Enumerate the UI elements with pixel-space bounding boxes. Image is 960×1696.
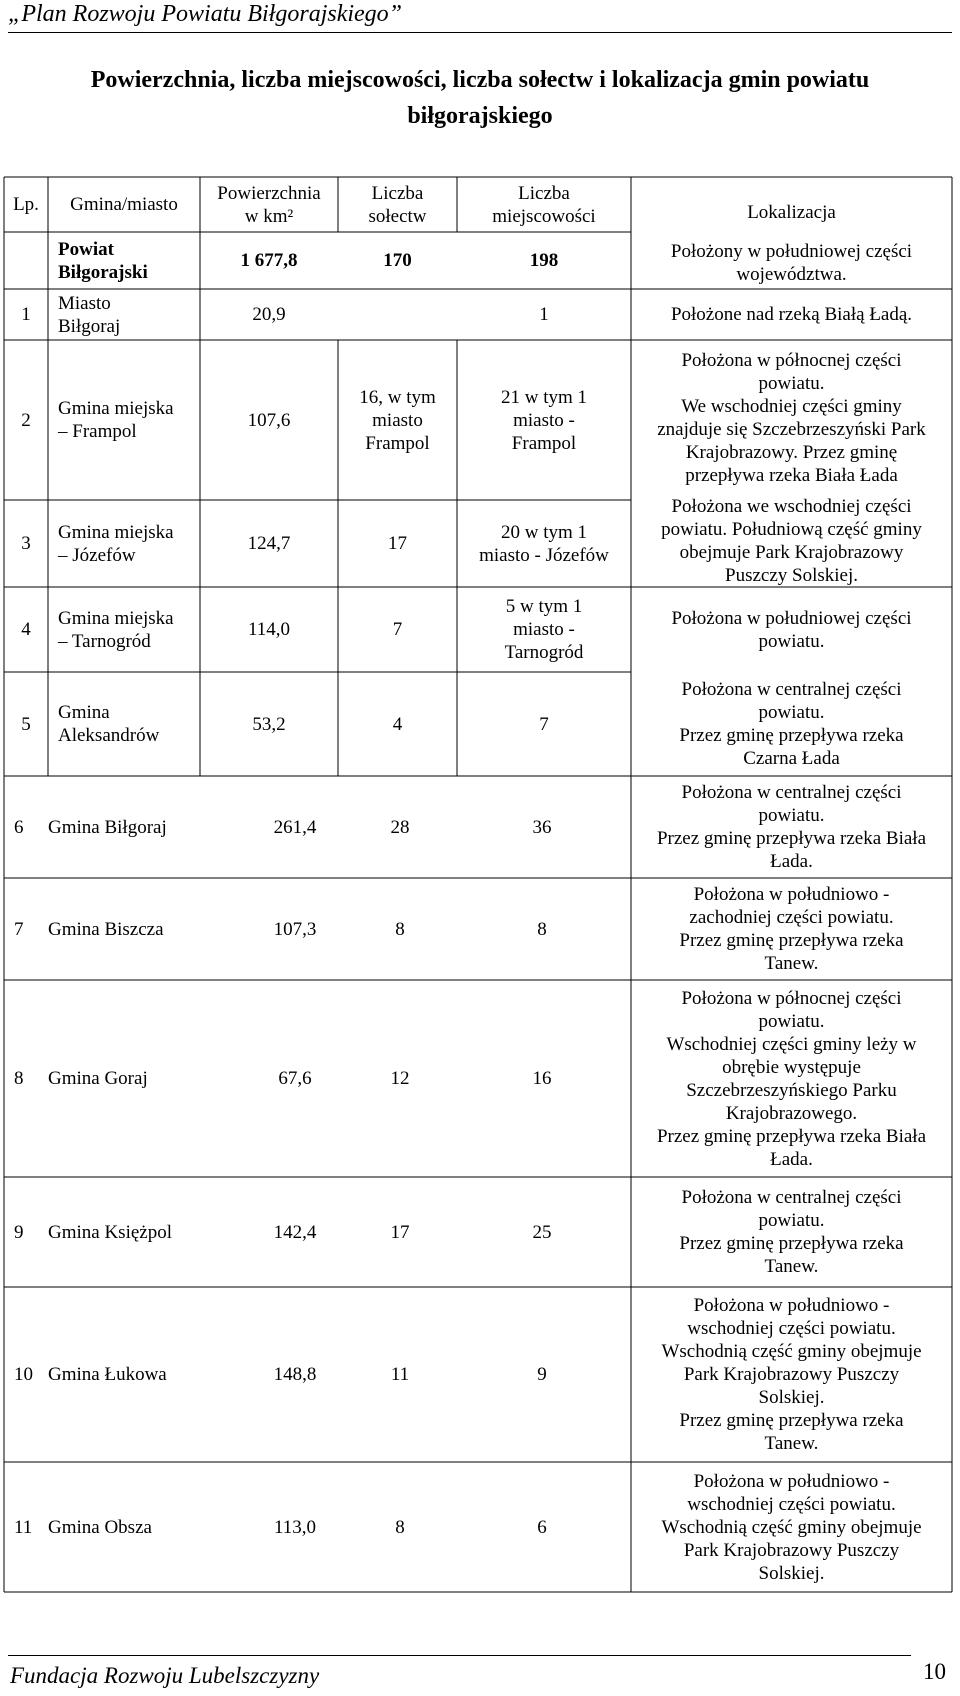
- row-gmina: Miasto Biłgoraj: [58, 292, 121, 337]
- row-lokalizacja: Położona w południowo - wschodniej części powiatu. Wschodnią część gminy obejmuje Park Krajobrazowy Puszczy Solskiej. Przez gminę przepływa rzeka Tanew.: [661, 1295, 922, 1454]
- row-miejscowosci: 20 w tym 1 miasto - Józefów: [479, 521, 609, 566]
- col-header-lokalizacja: Lokalizacja: [747, 201, 836, 223]
- row-lp: 9: [14, 1221, 24, 1243]
- row-solectw: 4: [392, 713, 403, 735]
- row-miejscowosci: 36: [532, 816, 552, 838]
- row-solectw: 8: [395, 1516, 405, 1538]
- row-lp: 1: [21, 304, 31, 325]
- powiat-miejscowosci: 198: [529, 250, 559, 271]
- row-lp: 5: [21, 713, 31, 735]
- row-lokalizacja: Położona w centralnej części powiatu. Przez gminę przepływa rzeka Biała Łada.: [656, 782, 927, 872]
- row-lokalizacja: Położone nad rzeką Białą Ładą.: [670, 304, 913, 325]
- row-solectw: 17: [390, 1221, 410, 1243]
- row-solectw: 28: [390, 816, 410, 838]
- row-miejscowosci: 6: [537, 1516, 547, 1538]
- col-header-miejscowosci: Liczba miejscowości: [492, 182, 596, 227]
- row-lokalizacja: Położona w południowo - wschodniej części powiatu. Wschodnią część gminy obejmuje Park Krajobrazowy Puszczy Solskiej.: [661, 1470, 922, 1584]
- row-powierzchnia: 148,8: [273, 1364, 317, 1385]
- row-gmina: Gmina Obsza: [48, 1516, 152, 1538]
- powiat-name: Powiat Biłgorajski: [58, 238, 148, 283]
- row-powierzchnia: 107,3: [273, 918, 317, 940]
- row-lp: 2: [21, 409, 31, 431]
- col-header-gmina: Gmina/miasto: [70, 194, 178, 215]
- row-miejscowosci: 5 w tym 1 miasto - Tarnogród: [504, 596, 584, 663]
- row-lokalizacja: Położona we wschodniej części powiatu. Południową część gminy obejmuje Park Krajobrazowy Puszczy Solskiej.: [661, 495, 922, 586]
- row-powierzchnia: 107,6: [247, 409, 291, 431]
- row-powierzchnia: 124,7: [247, 533, 291, 554]
- row-solectw: 12: [390, 1068, 410, 1089]
- row-lp: 11: [14, 1516, 33, 1538]
- row-powierzchnia: 53,2: [252, 713, 286, 735]
- row-solectw: [338, 289, 457, 340]
- col-header-solectw: Liczba sołectw: [368, 182, 427, 227]
- row-solectw: 16, w tym miasto Frampol: [359, 386, 436, 454]
- row-lp: 8: [14, 1068, 24, 1089]
- row-gmina: Gmina miejska – Tarnogród: [58, 607, 174, 652]
- row-solectw: 7: [392, 619, 403, 640]
- row-gmina: Gmina Księżpol: [48, 1221, 173, 1243]
- row-lokalizacja: Położona w południowej części powiatu.: [671, 607, 912, 652]
- row-gmina: Gmina Goraj: [48, 1068, 148, 1089]
- row-solectw: 8: [395, 918, 405, 940]
- row-gmina: Gmina Aleksandrów: [58, 702, 160, 746]
- row-lokalizacja: Położona w północnej części powiatu. Wschodniej części gminy leży w obrębie występuje Szczebrzeszyńskiego Parku Krajobrazowego. Przez gminę przepływa rzeka Biała Łada.: [656, 987, 927, 1170]
- row-miejscowosci: 1: [539, 304, 549, 325]
- running-header: „Plan Rozwoju Powiatu Biłgorajskiego”: [8, 0, 952, 33]
- row-gmina: Gmina miejska – Frampol: [58, 398, 174, 442]
- row-lokalizacja: Położona w północnej części powiatu. We wschodniej części gminy znajduje się Szczebrzeszyński Park Krajobrazowy. Przez gminę przepływa rzeka Biała Łada: [657, 350, 926, 486]
- row-lp: 6: [14, 816, 24, 838]
- row-miejscowosci: 16: [532, 1068, 552, 1089]
- row-gmina: Gmina Biłgoraj: [48, 816, 167, 838]
- row-gmina: Gmina Łukowa: [48, 1364, 167, 1385]
- page-number: 10: [923, 1659, 946, 1684]
- row-powierzchnia: 114,0: [247, 619, 291, 640]
- row-powierzchnia: 261,4: [273, 816, 317, 838]
- col-header-lp: Lp.: [13, 194, 39, 215]
- footer-organization: Fundacja Rozwoju Lubelszczyzny: [10, 1663, 320, 1688]
- powiat-area: 1 677,8: [240, 250, 298, 271]
- row-miejscowosci: 8: [537, 918, 547, 940]
- table-title: Powierzchnia, liczba miejscowości, liczba sołectw i lokalizacja gmin powiatu biłgorajskiego: [90, 67, 870, 129]
- footer-rule: [8, 1655, 911, 1656]
- col-header-powierzchnia: Powierzchnia w km²: [217, 182, 321, 227]
- row-lp: 4: [21, 619, 31, 640]
- row-lokalizacja: Położona w centralnej części powiatu. Przez gminę przepływa rzeka Czarna Łada: [679, 679, 904, 769]
- row-lp: 7: [14, 918, 24, 940]
- row-gmina: Gmina Biszcza: [48, 918, 164, 940]
- row-solectw: 11: [390, 1364, 410, 1385]
- row-powierzchnia: 20,9: [252, 304, 286, 325]
- row-powierzchnia: 142,4: [273, 1221, 317, 1243]
- row-powierzchnia: 67,6: [278, 1068, 312, 1089]
- row-lp: 10: [14, 1364, 33, 1385]
- powiat-lokalizacja: Położony w południowej części województwa.: [670, 240, 913, 285]
- row-lokalizacja: Położona w centralnej części powiatu. Przez gminę przepływa rzeka Tanew.: [679, 1187, 904, 1277]
- row-lp: 3: [21, 533, 31, 554]
- row-solectw: 17: [388, 533, 407, 554]
- row-miejscowosci: 7: [539, 713, 549, 735]
- row-miejscowosci: 9: [537, 1364, 547, 1385]
- row-gmina: Gmina miejska – Józefów: [58, 521, 174, 566]
- row-powierzchnia: 113,0: [273, 1516, 317, 1538]
- row-miejscowosci: 25: [532, 1221, 552, 1243]
- row-lokalizacja: Położona w południowo - zachodniej części powiatu. Przez gminę przepływa rzeka Tanew.: [679, 884, 904, 974]
- row-miejscowosci: 21 w tym 1 miasto - Frampol: [500, 386, 588, 454]
- powiat-solectw: 170: [383, 250, 412, 271]
